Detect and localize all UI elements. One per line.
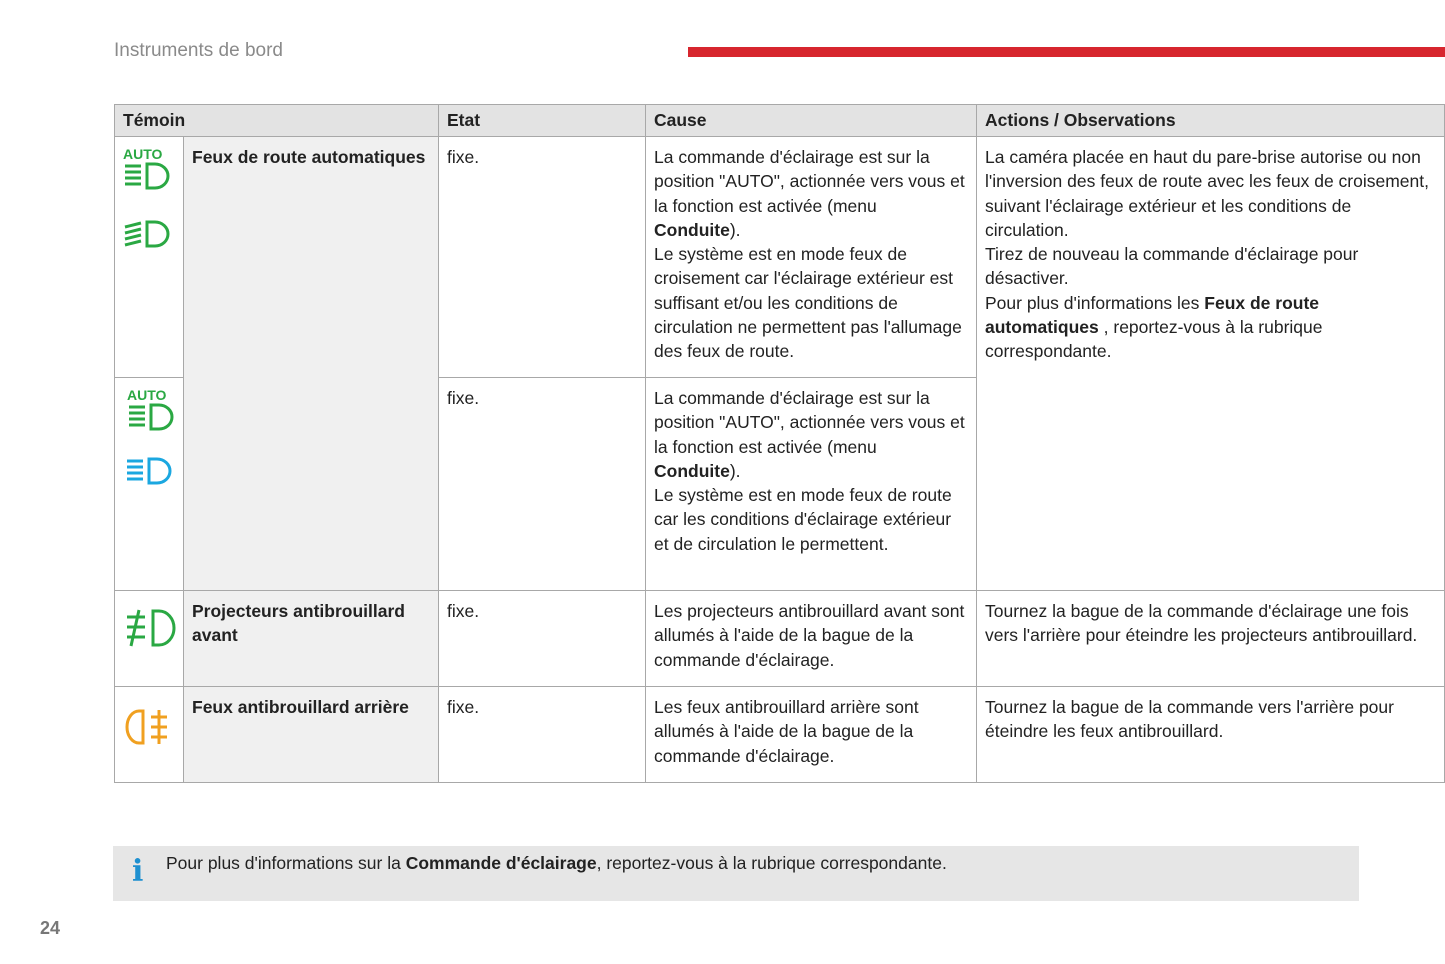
- cause-text: Le système est en mode feux de croisement car l'éclairage extérieur est suffisant et/ou les conditions de circulation ne permettent pas l'allumage des feux de route.: [654, 244, 962, 362]
- cause: Les projecteurs antibrouillard avant sont allumés à l'aide de la bague de la commande d'éclairage.: [646, 591, 977, 687]
- action-text: La caméra placée en haut du pare-brise autorise ou non l'inversion des feux de route avec les feux de croisement, suivant l'éclairage extérieur et les conditions de circulation.: [985, 147, 1429, 240]
- actions: Tournez la bague de la commande d'éclairage une fois vers l'arrière pour éteindre les projecteurs antibrouillard.: [977, 591, 1445, 687]
- state: fixe.: [439, 687, 646, 783]
- cause-bold: Conduite: [654, 460, 730, 481]
- col-temoin: Témoin: [115, 105, 439, 137]
- icon-cell: [115, 137, 184, 378]
- section-title: Instruments de bord: [114, 40, 283, 61]
- row-name: Projecteurs antibrouillard avant: [184, 591, 439, 687]
- note-bold: Commande d'éclairage: [405, 853, 597, 873]
- col-etat: Etat: [439, 105, 646, 137]
- header-bar: [688, 47, 1445, 57]
- col-cause: Cause: [646, 105, 977, 137]
- table-row: [115, 591, 1445, 687]
- state: fixe.: [439, 137, 646, 378]
- cause: [646, 137, 977, 378]
- icon-cell: [115, 687, 184, 783]
- cause: Les feux antibrouillard arrière sont allumés à l'aide de la bague de la commande d'éclairage.: [646, 687, 977, 783]
- state: fixe.: [439, 378, 646, 591]
- auto-high-beam-icon: [127, 402, 177, 432]
- high-beam-icon: [127, 456, 177, 486]
- info-icon: i: [132, 854, 144, 889]
- rear-fog-light-icon: [123, 707, 173, 747]
- note-post: , reportez-vous à la rubrique correspondante.: [596, 853, 947, 873]
- row-name: Feux de route automatiques: [184, 137, 439, 591]
- action-bold: Feux de route automatiques: [985, 292, 1320, 338]
- action-text: Pour plus d'informations les: [985, 292, 1205, 313]
- table-row: [115, 137, 1445, 378]
- cause-text: Le système est en mode feux de route car les conditions d'éclairage extérieur et de circulation le permettent.: [654, 485, 952, 554]
- table-header: [115, 105, 1445, 137]
- col-actions: Actions / Observations: [977, 105, 1445, 137]
- note-text: [166, 853, 947, 874]
- front-fog-light-icon: [123, 607, 177, 649]
- info-note: [113, 846, 1359, 901]
- row-name: Feux antibrouillard arrière: [184, 687, 439, 783]
- cause: [646, 378, 977, 591]
- note-pre: Pour plus d'informations sur la: [166, 853, 406, 873]
- auto-high-beam-icon: [123, 161, 173, 191]
- actions: [977, 137, 1445, 591]
- cause-text: La commande d'éclairage est sur la position "AUTO", actionnée vers vous et la fonction est activée (menu: [654, 147, 965, 216]
- cause-text: ).: [729, 219, 741, 240]
- auto-label: AUTO: [123, 146, 163, 162]
- warning-lights-table: [114, 104, 1445, 783]
- page-number: 24: [40, 918, 61, 938]
- cause-text: La commande d'éclairage est sur la position "AUTO", actionnée vers vous et la fonction est activée (menu: [654, 388, 965, 457]
- action-text: Tirez de nouveau la commande d'éclairage pour désactiver.: [985, 244, 1359, 289]
- low-beam-icon: [123, 219, 173, 249]
- state: fixe.: [439, 591, 646, 687]
- icon-cell: [115, 378, 184, 591]
- cause-text: ).: [729, 460, 741, 481]
- auto-label: AUTO: [127, 387, 167, 403]
- table-row: [115, 687, 1445, 783]
- action-text: , reportez-vous à la rubrique correspondante.: [985, 317, 1323, 362]
- icon-cell: [115, 591, 184, 687]
- cause-bold: Conduite: [654, 219, 730, 240]
- actions: Tournez la bague de la commande vers l'arrière pour éteindre les feux antibrouillard.: [977, 687, 1445, 783]
